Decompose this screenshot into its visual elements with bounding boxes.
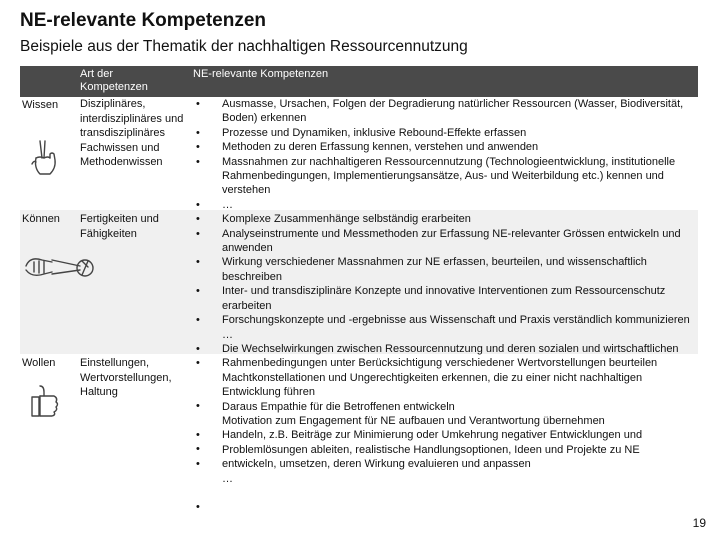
art-wissen: Disziplinäres, interdisziplinäres und transdisziplinäres Fachwissen und Methodenwissen (80, 98, 184, 168)
bullet-column: • • • • • • • • • • • • • • • • • (196, 98, 200, 513)
art-wollen: Einstellungen, Wertvorstellungen, Haltung (80, 357, 172, 398)
art-koennen: Fertigkeiten und Fähigkeiten (80, 213, 159, 240)
list-item: … (222, 198, 233, 211)
header-ne: NE-relevante Kompetenzen (193, 68, 329, 80)
thumbs-up-icon (26, 382, 64, 420)
list-item: Prozesse und Dynamiken, inklusive Rebound-Effekte erfassen (222, 126, 527, 139)
list-item: Daraus Empathie für die Betroffenen entwickeln (222, 400, 455, 413)
list-item: Analyseinstrumente und Messmethoden zur Erfassung NE-relevanter Grössen entwickeln und anwenden (222, 227, 681, 255)
list-item: Wirkung verschiedener Massnahmen zur NE erfassen, beurteilen, und wissenschaftlich beschreiben (222, 256, 647, 283)
list-item: Methoden zu deren Erfassung kennen, verstehen und anwenden (222, 141, 539, 154)
list-item: … (222, 328, 233, 341)
list-item: Inter- und transdisziplinäre Konzepte und innovative Interventionen zum Ressourcenschutz erarbeiten (222, 285, 666, 312)
pointing-hand-icon (26, 138, 66, 180)
header-art: Art der Kompetenzen (80, 68, 148, 93)
list-item: Die Wechselwirkungen zwischen Ressourcennutzung und deren sozialen und wirtschaftlichen Rahmenbedingungen unter Berücksichtigung verschiedener Wertvorstellungen beurteilen (222, 342, 679, 370)
list-item: Handeln, z.B. Beiträge zur Minimierung oder Umkehrung negativer Entwicklungen und Problemlösungen ableiten, realistische Handlungsoptionen, Ideen und Projekte zu NE entwickeln, umsetzen, deren Wirkung evaluieren und anpassen (222, 429, 643, 471)
list-item: … (222, 472, 233, 485)
category-wollen: Wollen (22, 357, 56, 369)
page-number: 19 (692, 516, 706, 530)
list-item: Massnahmen zur nachhaltigeren Ressourcennutzung (Technologieentwicklung, institutionelle Rahmenbedingungen, Implementierungsansätze, Aus- und Weiterbildung etc.) kennen und verstehen (222, 155, 676, 197)
list-item: Motivation zum Engagement für NE aufbauen und Verantwortung übernehmen (222, 414, 605, 427)
competence-list (222, 97, 692, 486)
category-wissen: Wissen (22, 99, 59, 111)
slide-subtitle: Beispiele aus der Thematik der nachhaltigen Ressourcennutzung (20, 38, 468, 55)
list-item: Komplexe Zusammenhänge selbständig erarbeiten (222, 213, 471, 226)
list-item: Forschungskonzepte und -ergebnisse aus Wissenschaft und Praxis verständlich kommunizieren (222, 314, 690, 327)
list-item: Ausmasse, Ursachen, Folgen der Degradierung natürlicher Ressourcen (Wasser, Biodiversität, Boden) erkennen (222, 98, 684, 125)
slide-title: NE-relevante Kompetenzen (20, 10, 267, 31)
wrench-hand-icon (22, 246, 98, 286)
list-item: Machtkonstellationen und Ungerechtigkeiten erkennen, die zu einer nicht nachhaltigen Entwicklung führen (222, 371, 643, 399)
category-koennen: Können (22, 213, 60, 225)
